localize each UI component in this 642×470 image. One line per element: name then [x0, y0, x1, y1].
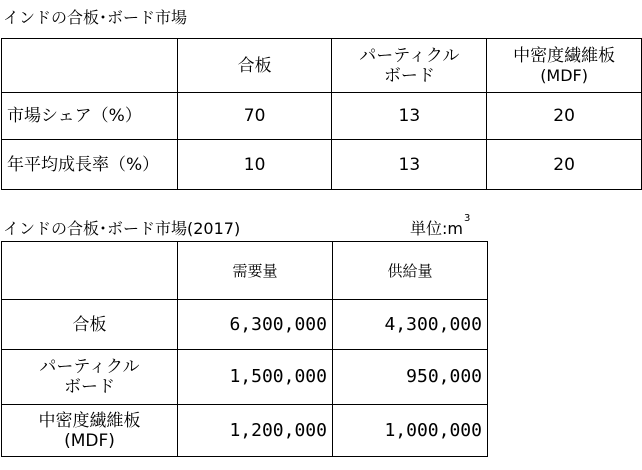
cell-supply: 950,000 [333, 350, 488, 405]
row-label-mdf [2, 405, 178, 457]
unit-label [410, 212, 471, 239]
row-label-growth-rate: 年平均成長率（%） [2, 140, 178, 190]
row-label-particleboard-line2: ボード [64, 377, 115, 397]
cell-value: 10 [177, 140, 332, 190]
row-label-particleboard [2, 350, 178, 405]
row-label-mdf-line2: (MDF) [64, 430, 115, 451]
header-particleboard-line2: ボード [383, 65, 435, 86]
row-label-plywood [2, 300, 178, 350]
header-supply: 供給量 [333, 242, 488, 300]
table2-corner-cell [2, 242, 178, 300]
unit-prefix: 単位:m [410, 219, 463, 238]
cell-supply: 4,300,000 [333, 300, 488, 350]
header-plywood [177, 39, 332, 93]
market-share-table [1, 38, 642, 190]
table-row [2, 93, 642, 140]
cell-value: 20 [487, 93, 642, 140]
unit-exponent: 3 [463, 212, 471, 224]
header-plywood-label: 合板 [237, 55, 272, 76]
table1-corner-cell [2, 39, 178, 93]
row-label-particleboard-line1: パーティクル [39, 357, 140, 377]
table1-header-row [2, 39, 642, 93]
header-mdf-line2: (MDF) [540, 65, 588, 85]
table-row [2, 300, 488, 350]
table-row [2, 140, 642, 190]
cell-demand: 1,200,000 [178, 405, 333, 457]
cell-demand: 1,500,000 [178, 350, 333, 405]
header-particleboard-line1: パーティクル [359, 45, 460, 66]
header-demand: 需要量 [178, 242, 333, 300]
header-mdf-line1: 中密度繊維板 [513, 45, 616, 66]
row-label-market-share: 市場シェア（%） [2, 93, 178, 140]
table1-title: インドの合板･ボード市場 [3, 8, 188, 27]
table2-header-row [2, 242, 488, 300]
row-label-plywood-text: 合板 [72, 314, 107, 335]
cell-supply: 1,000,000 [333, 405, 488, 457]
cell-value: 70 [177, 93, 332, 140]
cell-value: 13 [332, 140, 487, 190]
table-row [2, 405, 488, 457]
table-row [2, 350, 488, 405]
cell-value: 20 [487, 140, 642, 190]
header-particleboard [332, 39, 487, 93]
table2-title: インドの合板･ボード市場(2017) [3, 219, 241, 238]
cell-value: 13 [332, 93, 487, 140]
cell-demand: 6,300,000 [178, 300, 333, 350]
row-label-mdf-line1: 中密度繊維板 [38, 410, 141, 431]
header-mdf [487, 39, 642, 93]
supply-demand-table [1, 241, 488, 457]
